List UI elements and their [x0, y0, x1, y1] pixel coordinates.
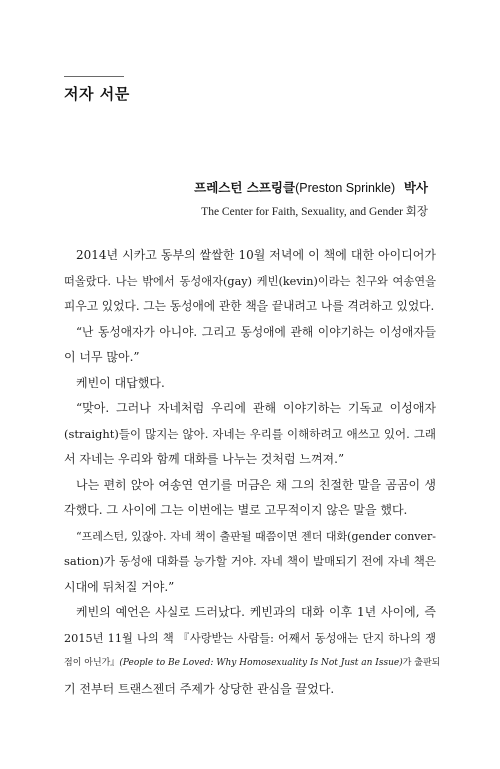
author-affiliation: The Center for Faith, Sexuality, and Gender 회장: [201, 206, 428, 218]
body-line-9: 서 자네는 우리와 함께 대화를 나누는 것처럼 느껴져.”: [64, 452, 345, 466]
line-17-after: 가 출판되: [402, 658, 441, 668]
body-line-10: 나는 편히 앉아 여송연 연기를 머금은 채 그의 친절한 말을 곰곰이 생: [76, 477, 436, 492]
body-line-6: 케빈이 대답했다.: [76, 375, 165, 390]
author-line: [194, 178, 428, 196]
author-title: 박사: [403, 180, 428, 195]
body-line-15: 케빈의 예언은 사실로 드러났다. 케빈과의 대화 이후 1년 사이에, 즉: [76, 605, 436, 619]
preface-lines: [64, 243, 436, 651]
body-line-8: (straight)들이 많지는 않아. 자네는 우리를 이해하려고 애쓰고 있어. 그래: [64, 426, 436, 441]
body-line-11: 각했다. 그 사이에 그는 이번에는 별로 고무적이지 않은 말을 했다.: [64, 503, 408, 517]
body-line-14: 시대에 뒤처질 거야.”: [64, 579, 175, 594]
body-line-12: “프레스턴, 있잖아. 자네 책이 출판될 때쯤이면 젠더 대화(gender conver-: [76, 529, 436, 543]
body-line-16: 2015년 11월 나의 책 『사랑받는 사람들: 어째서 동성애는 단지 하나의 쟁: [64, 631, 436, 645]
preface-body: [64, 243, 441, 702]
heading-rule: [64, 76, 124, 77]
body-line-4: “난 동성애자가 아니야. 그리고 동성애에 관해 이야기하는 이성애자들: [76, 324, 436, 339]
body-line-3: 피우고 있었다. 그는 동성애에 관한 책을 끝내려고 나를 격려하고 있었다.: [64, 299, 435, 313]
body-line-5: 이 너무 많아.”: [64, 350, 140, 364]
line-17-before: 점이 아닌가』: [64, 658, 120, 668]
body-line-2: 떠올랐다. 나는 밖에서 동성애자(gay) 케빈(kevin)이라는 친구와 여송연을: [64, 274, 436, 288]
body-line-7: “맞아. 그러나 자네처럼 우리에 관해 이야기하는 기독교 이성애자: [76, 401, 436, 415]
book-title-english: (People to Be Loved: Why Homosexuality Is Not Just an Issue): [119, 658, 403, 668]
author-name-english: (Preston Sprinkle): [295, 181, 396, 195]
body-line-13: sation)가 동성애 대화를 능가할 거야. 자네 책이 발매되기 전에 자네 책은: [64, 554, 436, 568]
body-line-18: 기 전부터 트랜스젠더 주제가 상당한 관심을 끌었다.: [64, 681, 335, 696]
body-line-17: [64, 651, 441, 677]
author-name-korean: 프레스턴 스프링클: [194, 180, 296, 195]
body-line-1: 2014년 시카고 동부의 쌀쌀한 10월 저녁에 이 책에 대한 아이디어가: [76, 248, 436, 262]
section-heading: 저자 서문: [64, 85, 130, 103]
